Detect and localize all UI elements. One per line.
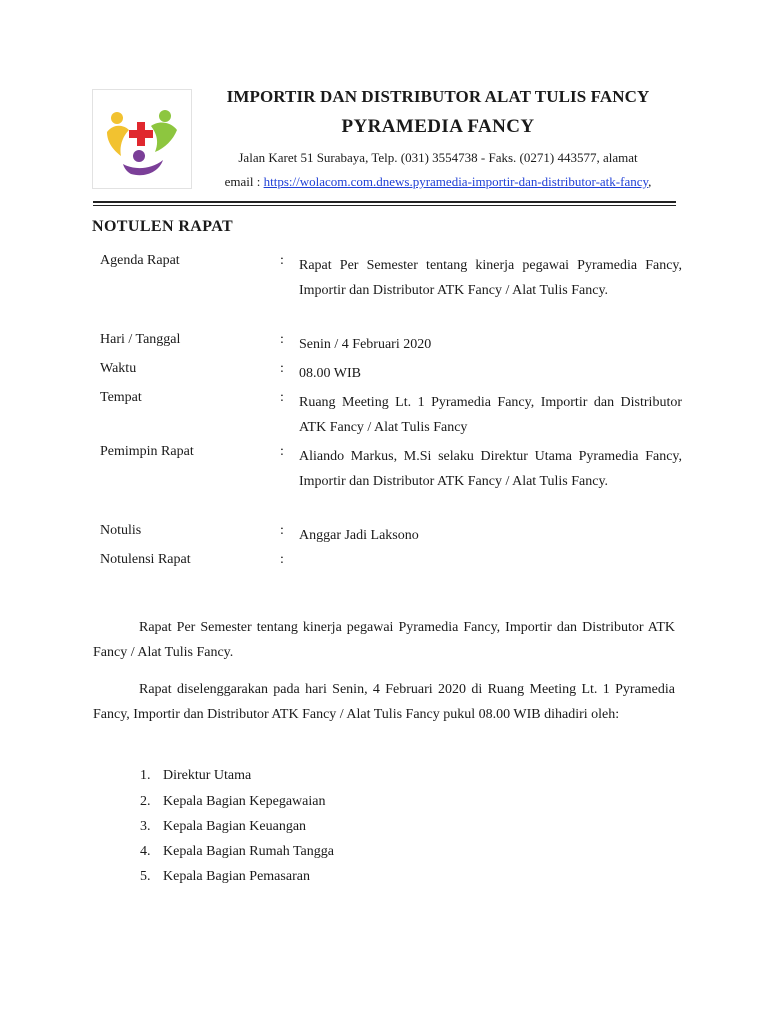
meta-label: Notulensi Rapat: [100, 552, 191, 567]
document-title: NOTULEN RAPAT: [92, 218, 234, 235]
paragraph-text: Rapat Per Semester tentang kinerja pegawai Pyramedia Fancy, Importir dan Distributor ATK Fancy / Alat Tulis Fancy.: [93, 620, 675, 660]
meta-label: Notulis: [100, 523, 142, 538]
meta-label: Pemimpin Rapat: [100, 444, 194, 459]
meta-label: Agenda Rapat: [100, 253, 180, 268]
body-paragraph: [93, 677, 675, 727]
meta-colon: :: [280, 390, 284, 405]
meta-label: Waktu: [100, 361, 137, 376]
letterhead-divider-thick: [93, 201, 676, 203]
company-type-heading: IMPORTIR DAN DISTRIBUTOR ALAT TULIS FANCY: [226, 87, 650, 106]
email-link[interactable]: https://wolacom.com.dnews.pyramedia-importir-dan-distributor-atk-fancy: [263, 174, 649, 189]
email-suffix: ,: [648, 174, 652, 189]
company-name-heading: PYRAMEDIA FANCY: [341, 116, 535, 137]
people-cross-logo-icon: [93, 90, 191, 188]
list-text: Kepala Bagian Kepegawaian: [163, 794, 326, 809]
email-prefix: email :: [224, 174, 264, 189]
list-text: Kepala Bagian Rumah Tangga: [163, 844, 334, 859]
list-number: 3.: [140, 819, 151, 834]
list-text: Kepala Bagian Pemasaran: [163, 869, 310, 884]
list-number: 5.: [140, 869, 151, 884]
meta-colon: :: [280, 332, 284, 347]
meta-label: Tempat: [100, 390, 142, 405]
company-logo: [92, 89, 192, 189]
meta-value: Ruang Meeting Lt. 1 Pyramedia Fancy, Importir dan Distributor ATK Fancy / Alat Tulis Fancy: [299, 395, 682, 435]
list-number: 1.: [140, 768, 151, 783]
meta-colon: :: [280, 444, 284, 459]
list-number: 4.: [140, 844, 151, 859]
meta-colon: :: [280, 552, 284, 567]
meta-value: Aliando Markus, M.Si selaku Direktur Utama Pyramedia Fancy, Importir dan Distributor ATK Fancy / Alat Tulis Fancy.: [299, 449, 682, 489]
meta-label: Hari / Tanggal: [100, 332, 181, 347]
meta-value: Senin / 4 Februari 2020: [299, 337, 432, 352]
meta-colon: :: [280, 253, 284, 268]
meta-colon: :: [280, 361, 284, 376]
body-paragraph: [93, 615, 675, 665]
meta-value: 08.00 WIB: [299, 366, 361, 381]
list-number: 2.: [140, 794, 151, 809]
list-text: Direktur Utama: [163, 768, 252, 783]
meta-value: Rapat Per Semester tentang kinerja pegawai Pyramedia Fancy, Importir dan Distributor ATK Fancy / Alat Tulis Fancy.: [299, 258, 682, 298]
meta-value: Anggar Jadi Laksono: [299, 528, 419, 543]
company-address: Jalan Karet 51 Surabaya, Telp. (031) 3554738 - Faks. (0271) 443577, alamat: [238, 150, 638, 165]
letterhead-divider-thin: [93, 205, 676, 206]
paragraph-text: Rapat diselenggarakan pada hari Senin, 4 Februari 2020 di Ruang Meeting Lt. 1 Pyramedia Fancy, Importir dan Distributor ATK Fancy / Alat Tulis Fancy pukul 08.00 WIB dihadiri oleh:: [93, 682, 675, 722]
company-email-line: [200, 174, 676, 190]
meta-colon: :: [280, 523, 284, 538]
list-text: Kepala Bagian Keuangan: [163, 819, 307, 834]
